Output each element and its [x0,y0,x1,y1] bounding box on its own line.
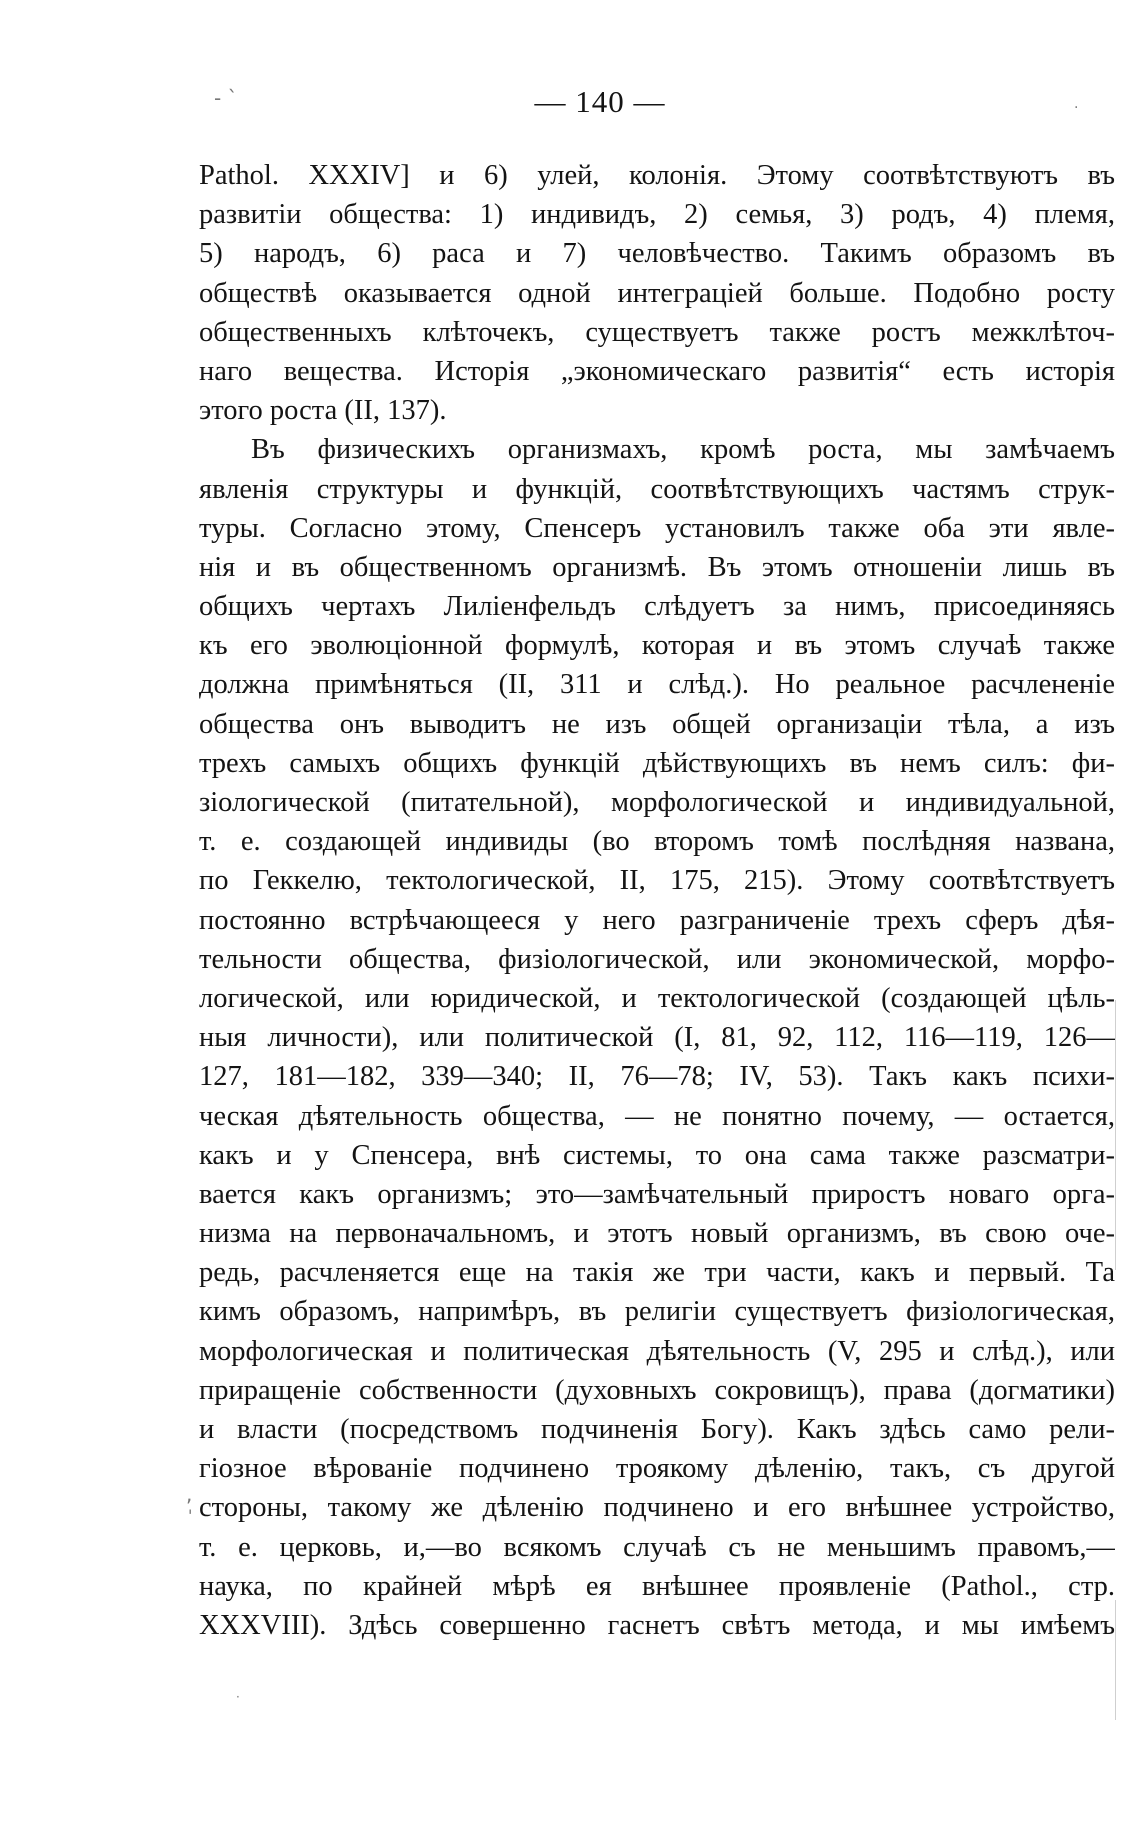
text-line: постоянно встрѣчающееся у него разграниченіе трехъ сферъ дѣя- [199,904,1115,936]
text-line: гіозное вѣрованіе подчинено троякому дѣленію, такъ, съ другой [199,1453,1115,1485]
text-line: зіологической (питательной), морфологической и индивидуальной, [199,787,1115,818]
scan-speck: · [236,1690,240,1704]
text-line: редь, расчленяется еще на такія же три части, какъ и первый. Та [199,1257,1115,1289]
text-line: нія и въ общественномъ организмѣ. Въ этомъ отношеніи лишь въ [199,551,1115,583]
text-line: т. е. церковь, и,—во всякомъ случаѣ съ не меньшимъ правомъ,— [199,1531,1115,1563]
text-line: по Геккелю, тектологической, II, 175, 215). Этому соотвѣтствуетъ [199,865,1115,897]
text-line: ныя личности), или политической (I, 81, 92, 112, 116—119, 126— [199,1022,1115,1054]
text-line: стороны, такому же дѣленію подчинено и его внѣшнее устройство, [199,1492,1115,1524]
text-line: этого роста (II, 137). [199,395,447,427]
text-line: туры. Согласно этому, Спенсеръ установилъ также оба эти явле- [199,512,1115,544]
text-line: т. е. создающей индивиды (во второмъ томѣ послѣдняя названа, [199,826,1115,858]
text-line: логической, или юридической, и тектологической (создающей цѣль- [199,982,1115,1014]
scan-speck: ' [188,1506,193,1525]
text-line: низма на первоначальномъ, и этотъ новый организмъ, въ свою оче- [199,1218,1115,1250]
text-line: морфологическая и политическая дѣятельность (V, 295 и слѣд.), или [199,1335,1115,1367]
text-line: должна примѣняться (II, 311 и слѣд.). Но реальное расчлененіе [199,669,1115,701]
text-line: трехъ самыхъ общихъ функцій дѣйствующихъ въ немъ силъ: фи- [199,747,1115,779]
text-line: какъ и у Спенсера, внѣ системы, то она сама также разсматри- [199,1139,1115,1171]
scan-speck: - ` [214,86,238,110]
text-line: къ его эволюціонной формулѣ, которая и въ этомъ случаѣ также [199,630,1115,662]
scan-edge-line [1115,1000,1116,1270]
text-line: Въ физическихъ организмахъ, кромѣ роста, мы замѣчаемъ [251,434,1115,466]
scan-speck: , [186,1482,193,1506]
text-line: наука, по крайней мѣрѣ ея внѣшнее проявленіе (Pathol., стр. [199,1570,1115,1602]
text-line: 127, 181—182, 339—340; II, 76—78; IV, 53). Такъ какъ психи- [199,1061,1115,1093]
scan-speck: · [1074,100,1079,116]
text-line: кимъ образомъ, напримѣръ, въ религіи существуетъ физіологическая, [199,1296,1115,1328]
text-line: приращеніе собственности (духовныхъ сокровищъ), права (догматики) [199,1374,1115,1406]
text-line: XXXVIII). Здѣсь совершенно гаснетъ свѣтъ метода, и мы имѣемъ [199,1609,1115,1641]
text-line: общихъ чертахъ Лиліенфельдъ слѣдуетъ за нимъ, присоединяясь [199,591,1115,623]
scan-edge-line [1115,1600,1116,1720]
text-line: 5) народъ, 6) раса и 7) человѣчество. Такимъ образомъ въ [199,238,1115,270]
text-line: ческая дѣятельность общества, — не понятно почему, — остается, [199,1100,1115,1132]
text-line: обществѣ оказывается одной интеграціей больше. Подобно росту [199,277,1115,309]
body-text [199,156,1115,1645]
text-line: тельности общества, физіологической, или экономической, морфо- [199,943,1115,975]
text-line: развитіи общества: 1) индивидъ, 2) семья, 3) родъ, 4) племя, [199,199,1115,231]
text-line: наго вещества. Исторія „экономическаго развитія“ есть исторія [199,355,1115,387]
text-line: явленія структуры и функцій, соотвѣтствующихъ частямъ струк- [199,473,1115,505]
text-line: и власти (посредствомъ подчиненія Богу). Какъ здѣсь само рели- [199,1414,1115,1445]
text-line: вается какъ организмъ; это—замѣчательный приростъ новаго орга- [199,1178,1115,1210]
text-line: общества онъ выводитъ не изъ общей организаціи тѣла, а изъ [199,708,1115,740]
page-number: — 140 — [534,84,666,119]
text-line: общественныхъ клѣточекъ, существуетъ также ростъ межклѣточ- [199,316,1115,348]
text-line: Pathol. XXXIV] и 6) улей, колонія. Этому соотвѣтствуютъ въ [199,160,1115,191]
